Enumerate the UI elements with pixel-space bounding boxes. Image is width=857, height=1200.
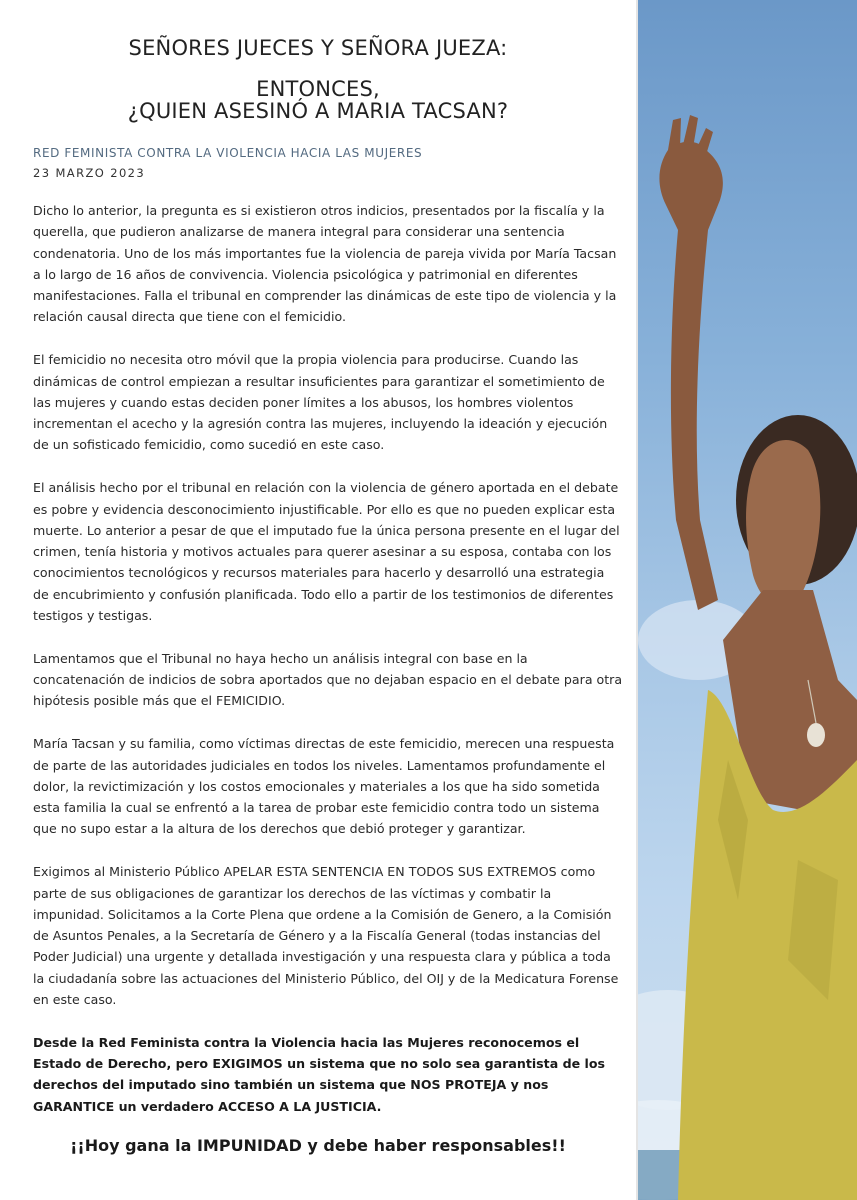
- author-organization: RED FEMINISTA CONTRA LA VIOLENCIA HACIA LAS MUJERES: [33, 146, 423, 160]
- page-title-line2: ENTONCES,: [256, 77, 380, 101]
- paragraph: María Tacsan y su familia, como víctimas directas de este femicidio, merecen una respuesta de parte de las autoridades judiciales en todos los niveles. Lamentamos profundamente el dolor, la revictimización y los costos emocionales y materiales a los que ha sido sometida esta familia la cual se enfrentó a la tarea de probar este femicidio contra todo un sistema que no supo estar a la altura de los derechos que debió proteger y garantizar.: [33, 736, 615, 837]
- paragraph: Lamentamos que el Tribunal no haya hecho un análisis integral con base en la concatenación de indicios de sobra aportados que no dejaban espacio en el debate para otra hipótesis posible más que el FEMICIDIO.: [33, 650, 623, 709]
- paragraph: Exigimos al Ministerio Público APELAR ESTA SENTENCIA EN TODOS SUS EXTREMOS como parte de sus obligaciones de garantizar los derechos de las víctimas y combatir la impunidad. Solicitamos a la Corte Plena que ordene a la Comisión de Genero, a la Comisión de Asuntos Penales, a la Secretaría de Género y a la Fiscalía General (todas instancias del Poder Judicial) una urgente y detallada investigación y una respuesta clara y pública a toda la ciudadanía sobre las actuaciones del Ministerio Público, del OIJ y de la Medicatura Forense en este caso.: [33, 864, 619, 1007]
- photo-illustration: [638, 0, 857, 1200]
- paragraph: Dicho lo anterior, la pregunta es si existieron otros indicios, presentados por la fiscalía y la querella, que pudieron analizarse de manera integral para considerar una sentencia condenatoria. Uno de los más importantes fue la violencia de pareja vivida por María Tacsan a lo largo de 16 años de convivencia. Violencia psicológica y patrimonial en diferentes manifestaciones. Falla el tribunal en comprender las dinámicas de este tipo de violencia y la relación causal directa que tiene con el femicidio.: [33, 203, 617, 325]
- page-title-line1: SEÑORES JUECES Y SEÑORA JUEZA:: [128, 36, 508, 60]
- paragraph-bold: Desde la Red Feminista contra la Violencia hacia las Mujeres reconocemos el Estado de Derecho, pero EXIGIMOS un sistema que no solo sea garantista de los derechos del imputado sino también un sistema que NOS PROTEJA y nos GARANTICE un verdadero ACCESO A LA JUSTICIA.: [33, 1034, 605, 1114]
- publication-date: 23 MARZO 2023: [33, 166, 146, 180]
- article-body: [33, 200, 623, 1138]
- page-title-line3: ¿QUIEN ASESINÓ A MARIA TACSAN?: [127, 99, 509, 123]
- closing-statement: ¡¡Hoy gana la IMPUNIDAD y debe haber responsables!!: [70, 1136, 566, 1155]
- paragraph: El análisis hecho por el tribunal en relación con la violencia de género aportada en el debate es pobre y evidencia desconocimiento injustificable. Por ello es que no pueden explicar esta muerte. Lo anterior a pesar de que el imputado fue la única persona presente en el lugar del crimen, tenía historia y motivos actuales para querer asesinar a su esposa, contaba con los conocimientos tecnológicos y recursos materiales para hacerlo y desarrolló una estrategia de encubrimiento y confusión planificada. Todo ello a partir de los testimonios de diferentes testigos y testigas.: [33, 480, 620, 624]
- page-title-question: [0, 78, 636, 122]
- paragraph: El femicidio no necesita otro móvil que la propia violencia para producirse. Cuando las dinámicas de control empiezan a resultar insuficientes para garantizar el sometimiento de las mujeres y cuando estas deciden poner límites a los abusos, los hombres violentos incrementan el acecho y la agresión contra las mujeres, incluyendo la ideación y ejecución de un sofisticado femicidio, como sucedió en este caso.: [33, 352, 608, 453]
- photo-woman-raising-arm: [638, 0, 857, 1200]
